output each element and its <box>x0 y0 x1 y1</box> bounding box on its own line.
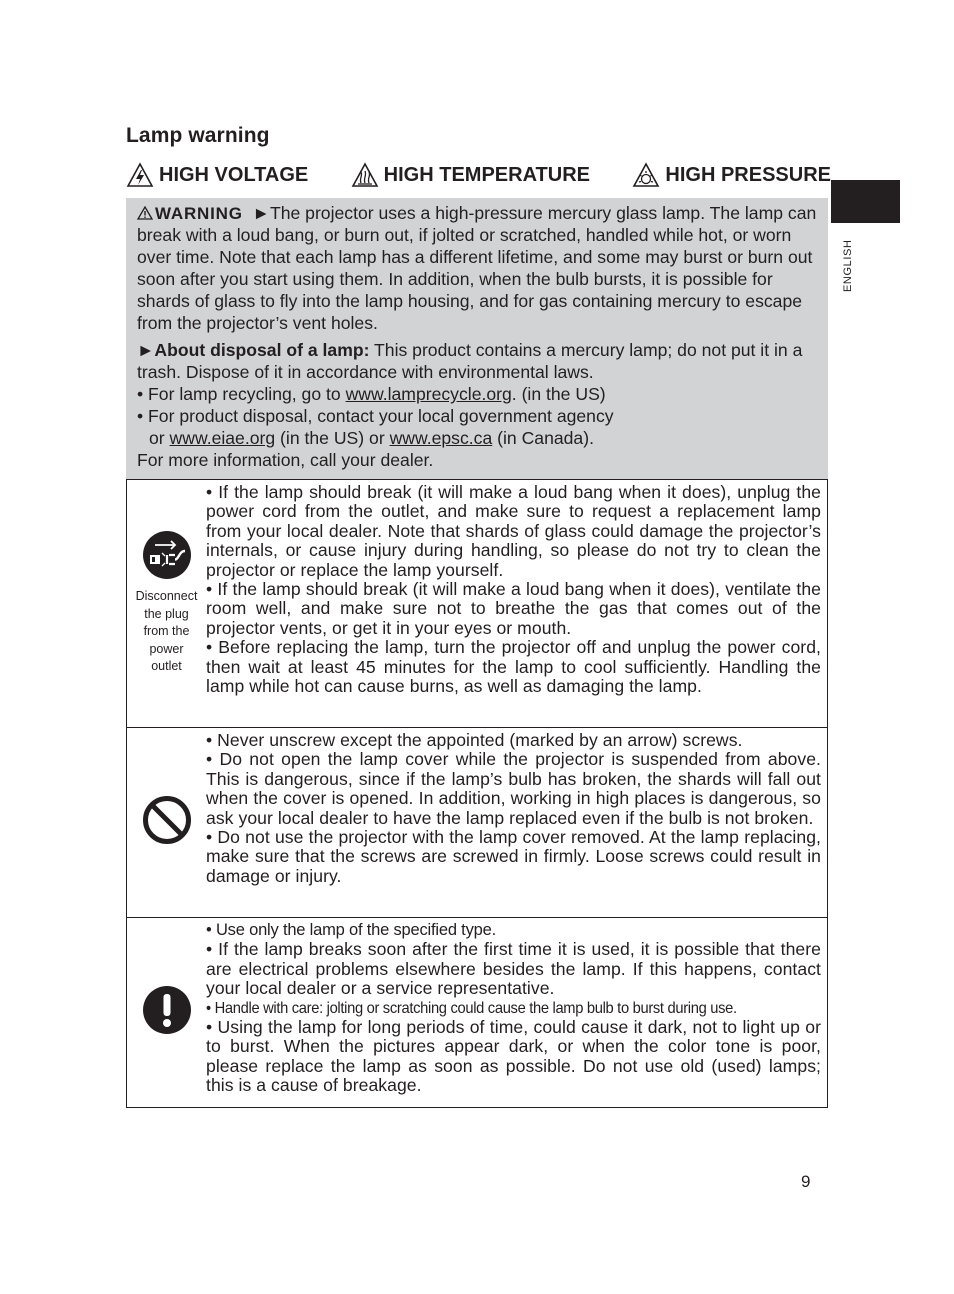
hazard-high-pressure <box>632 162 831 188</box>
list-item: • If the lamp breaks soon after the first time it is used, it is possible that there are electrical problems elsewhere besides the lamp. If this happens, contact your local dealer or a service representative. <box>206 939 821 999</box>
hazard-label: HIGH TEMPERATURE <box>383 163 590 186</box>
more-info-line: For more information, call your dealer. <box>137 449 434 470</box>
table-row <box>127 918 828 1108</box>
language-label: ENGLISH <box>842 239 854 292</box>
precautions-table <box>126 479 828 1108</box>
list-item: • Do not use the projector with the lamp cover removed. At the lamp replacing, make sure that the screws are screwed in firmly. Loose screws could result in damage or injury. <box>206 827 821 886</box>
warning-triangle-icon <box>137 206 153 220</box>
list-item: • Never unscrew except the appointed (marked by an arrow) screws. <box>206 730 743 750</box>
agency-links-line: or www.eiae.org (in the US) or www.epsc.ca (in Canada). <box>149 428 594 449</box>
product-disposal-line: • For product disposal, contact your local government agency <box>137 406 614 427</box>
lamprecycle-link[interactable]: www.lamprecycle.org <box>345 384 512 405</box>
high-voltage-icon <box>126 162 154 188</box>
high-temperature-icon <box>351 162 379 188</box>
icon-caption: Disconnect the plug from the power outlet <box>135 589 198 674</box>
list-item: • Using the lamp for long periods of time, could cause it dark, not to light up or to burst. When the pictures appear dark, or when the color tone is poor, please replace the lamp as soon as possible. Do not use old (used) lamps; this is a cause of breakage. <box>206 1017 821 1096</box>
list-item: • If the lamp should break (it will make a loud bang when it does), unplug the power cord from the outlet, and make sure to request a replacement lamp from your local dealer. Note that shards of glass could damage the projector’s internals, or cause injury during handling, so please do not try to clean the projector or replace the lamp yourself. <box>206 482 821 580</box>
table-row <box>127 728 828 918</box>
hazard-label: HIGH PRESSURE <box>665 163 831 186</box>
page-title: Lamp warning <box>126 124 270 147</box>
disposal-paragraph: ►About disposal of a lamp: This product contains a mercury lamp; do not put it in a trash. Dispose of it in accordance with environmental laws. <box>137 340 803 383</box>
disconnect-plug-icon <box>143 531 191 584</box>
epsc-link[interactable]: www.epsc.ca <box>389 428 493 449</box>
warning-label: WARNING <box>137 204 243 223</box>
hazard-bar <box>126 160 831 190</box>
recycling-line: • For lamp recycling, go to www.lamprecycle.org. (in the US) <box>137 384 606 405</box>
mandatory-action-icon <box>143 1021 191 1038</box>
prohibited-icon <box>142 832 192 849</box>
list-item: • If the lamp should break (it will make a loud bang when it does), ventilate the room well, and make sure not to breathe the gas that comes out of the projector vents, or get it in your eyes or mouth. <box>206 579 821 638</box>
eiae-link[interactable]: www.eiae.org <box>169 428 276 449</box>
hazard-high-voltage <box>126 162 308 188</box>
hazard-label: HIGH VOLTAGE <box>159 163 309 186</box>
warning-box <box>126 198 828 479</box>
list-item: • Before replacing the lamp, turn the projector off and unplug the power cord, then wait at least 45 minutes for the lamp to cool sufficiently. Handling the lamp while hot can cause burns, as well as damaging the lamp. <box>206 637 821 697</box>
page-number: 9 <box>801 1172 811 1191</box>
list-item: • Handle with care: jolting or scratching could cause the lamp bulb to burst during use. <box>206 999 737 1017</box>
high-pressure-icon <box>632 162 660 188</box>
table-row <box>127 480 828 728</box>
hazard-high-temperature <box>351 162 590 188</box>
list-item: • Do not open the lamp cover while the projector is suspended from above. This is dangerous, since if the lamp’s bulb has broken, the shards will fall out when the cover is opened. In addition, working in high places is dangerous, so ask your local dealer to have the lamp replaced even if the bulb is not broken. <box>206 749 821 828</box>
list-item: • Use only the lamp of the specified type. <box>206 921 496 939</box>
warning-intro: WARNING ►The projector uses a high-pressure mercury glass lamp. The lamp can break with a loud bang, or burn out, if jolted or scratched, handled while hot, or worn over time. Note that each lamp has a different lifetime, and some may burst or burn out soon after you start using them. In addition, when the bulb bursts, it is possible for shards of glass to fly into the lamp housing, and for gas containing mercury to escape from the projector’s vent holes. <box>137 203 817 333</box>
language-tab <box>831 180 900 223</box>
disposal-label: ►About disposal of a lamp: <box>137 340 370 361</box>
